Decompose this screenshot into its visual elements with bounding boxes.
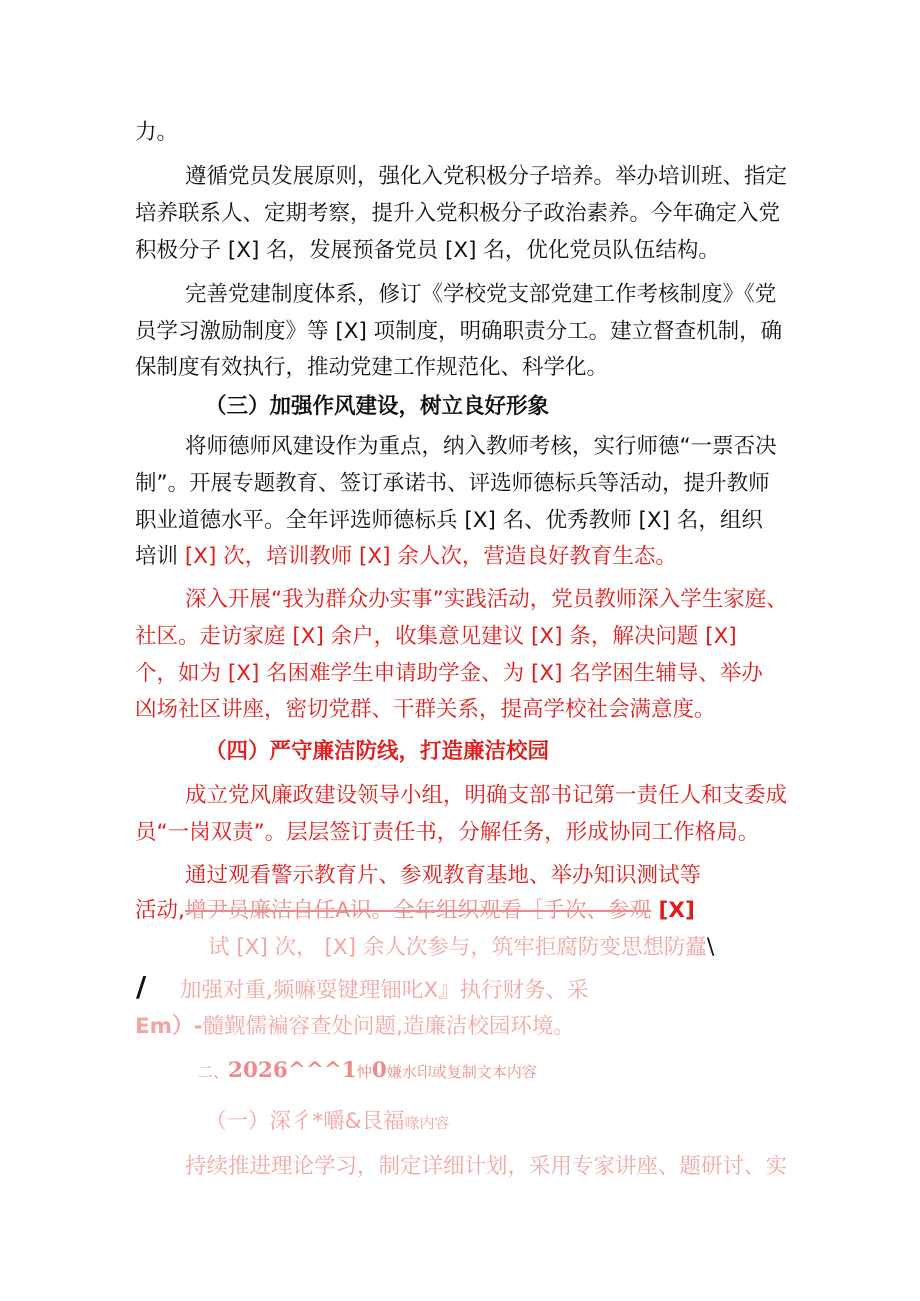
text-line: 培养联系人、定期考察，提升入党积极分子政治素养。今年确定入党 bbox=[135, 201, 781, 226]
heading-suffix: 嫌水印或复制文本内容 bbox=[386, 1063, 537, 1081]
text-line bbox=[135, 542, 677, 572]
text-line: 制”。开展专题教育、签订承诺书、评选师德标兵等活动，提升教师 bbox=[135, 471, 770, 496]
text-line: 遵循党员发展原则，强化入党积极分子培养。举办培训班、指定 bbox=[185, 164, 788, 189]
heading-suffix: 喙内容 bbox=[404, 1114, 450, 1132]
section-heading: （三）加强作风建设，树立良好形象 bbox=[205, 394, 550, 419]
text-line: 员“一岗双责”。层层签订责任书，分解任务，形成协同工作格局。 bbox=[135, 820, 760, 845]
text-line: 持续推进理论学习，制定详细计划，采用专家讲座、题研讨、实 bbox=[185, 1154, 788, 1179]
text-fragment: Em）- bbox=[135, 1014, 203, 1039]
text-line: 积极分子 [X] 名，发展预备党员 [X] 名，优化党员队伍结构。 bbox=[135, 238, 720, 263]
text-line: 凶场社区讲座，密切党群、干群关系，提高学校社会满意度。 bbox=[135, 697, 716, 722]
heading-mid: 忡 bbox=[356, 1063, 372, 1081]
text-fragment-red: 活动, bbox=[135, 898, 185, 923]
subsection-heading-garbled bbox=[205, 1107, 450, 1138]
text-line: 深入开展“我为群众办实事”实践活动，党员教师深入学生家庭、 bbox=[185, 587, 788, 612]
text-line bbox=[208, 933, 714, 963]
text-line: 员学习激励制度》等 [X] 项制度，明确职责分工。建立督查机制，确 bbox=[135, 319, 783, 344]
text-line bbox=[135, 896, 695, 926]
text-fragment-red: [X] bbox=[651, 898, 695, 923]
strikethrough-text: 增尹员廉洁自任A识。全年组织观看［手次、参观 bbox=[184, 898, 652, 923]
section-heading: （四）严守廉洁防线，打造廉洁校园 bbox=[205, 739, 550, 764]
text-line: 保制度有效执行，推动党建工作规范化、科学化。 bbox=[135, 355, 609, 380]
heading-main: （一）深彳*嚼&艮福 bbox=[205, 1109, 405, 1134]
text-fragment-red: [X] 次，培训教师 [X] 余人次，营造良好教育生态。 bbox=[178, 544, 677, 569]
text-line: 力。 bbox=[135, 120, 179, 145]
text-line: 完善党建制度体系，修订《学校党支部党建工作考核制度》《党 bbox=[185, 282, 777, 307]
slash-mark: / bbox=[136, 970, 147, 1003]
text-line: 职业道德水平。全年评选师德标兵 [X] 名、优秀教师 [X] 名，组织 bbox=[135, 508, 763, 533]
text-fragment: 试 [X] 次， [X] 余人次参与，筑牢拒腐防变思想防蠹 bbox=[208, 935, 707, 960]
heading-year: 2026^^^1 bbox=[228, 1058, 357, 1083]
section-heading-garbled bbox=[198, 1056, 537, 1087]
backslash-mark: \ bbox=[706, 935, 715, 960]
text-line: 将师德师风建设作为重点，纳入教师考核，实行师德“一票否决 bbox=[185, 434, 777, 459]
text-fragment: 培训 bbox=[135, 544, 179, 569]
text-line: 社区。走访家庭 [X] 余户，收集意见建议 [X] 条，解决问题 [X] bbox=[135, 624, 737, 649]
heading-zero: 0 bbox=[371, 1058, 387, 1083]
text-line: 通过观看警示教育片、参观教育基地、举办知识测试等 bbox=[185, 863, 702, 888]
text-line bbox=[135, 1012, 575, 1042]
text-line: 成立党风廉政建设领导小组，明确支部书记第一责任人和支委成 bbox=[185, 783, 788, 808]
text-line: 加强对重,频嘛耍键理钿叱X』执行财务、采 bbox=[180, 978, 589, 1003]
text-line: 个，如为 [X] 名困难学生申请助学金、为 [X] 名学困生辅导、举办 bbox=[135, 661, 763, 686]
heading-prefix: 二、 bbox=[198, 1063, 229, 1081]
text-fragment: 髓觐儒褊容查处问题,造廉洁校园环境。 bbox=[202, 1014, 575, 1039]
